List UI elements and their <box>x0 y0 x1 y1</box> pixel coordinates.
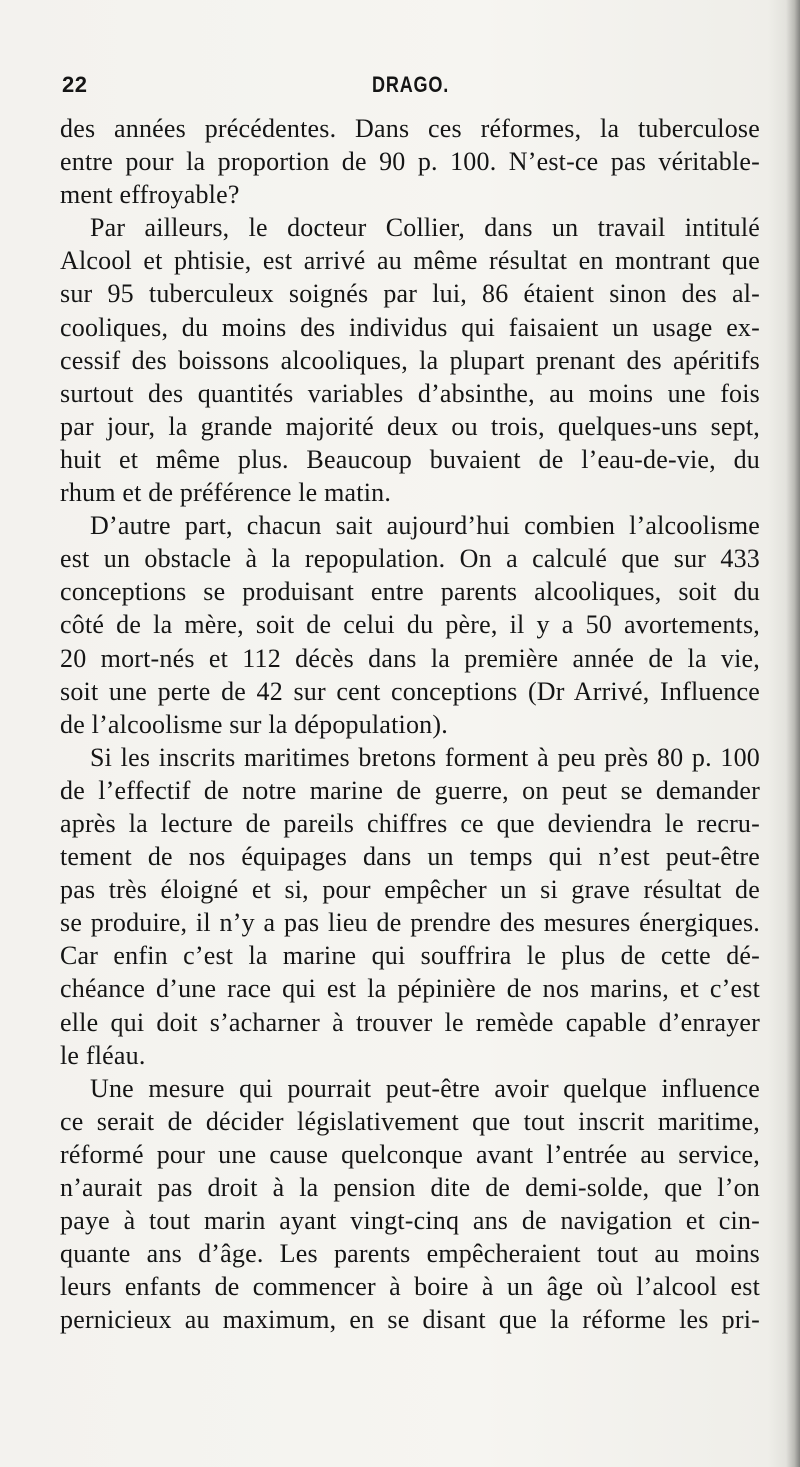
body-text <box>60 112 760 1336</box>
text-line: de l’effectif de notre marine de guerre, on peut se demander <box>60 775 760 805</box>
text-line: réformé pour une cause quelconque avant l’entrée au service, <box>60 1139 760 1169</box>
text-line: elle qui doit s’acharner à trouver le remède capable d’enrayer <box>60 1007 760 1037</box>
text-line: leurs enfants de commencer à boire à un âge où l’alcool est <box>60 1272 760 1302</box>
text-line: rhum et de préférence le matin. <box>60 478 392 508</box>
text-line: des années précédentes. Dans ces réformes, la tuberculose <box>60 114 760 143</box>
text-line: Car enfin c’est la marine qui souffrira le plus de cette dé- <box>60 941 760 971</box>
text-line: ment effroyable? <box>60 180 240 210</box>
text-line: chéance d’une race qui est la pépinière de nos marins, et c’est <box>60 974 760 1004</box>
text-line: le fléau. <box>60 1040 146 1070</box>
text-line: après la lecture de pareils chiffres ce que deviendra le recru- <box>60 808 760 838</box>
text-line: 20 mort-nés et 112 décès dans la première année de la vie, <box>60 643 760 673</box>
text-line: huit et même plus. Beaucoup buvaient de l’eau-de-vie, du <box>60 444 760 474</box>
text-line: conceptions se produisant entre parents alcooliques, soit du <box>60 577 760 607</box>
text-line: côté de la mère, soit de celui du père, il y a 50 avortements, <box>60 610 760 640</box>
text-line: est un obstacle à la repopulation. On a calculé que sur 433 <box>60 544 760 574</box>
page-number: 22 <box>62 72 88 97</box>
text-line: entre pour la proportion de 90 p. 100. N’est-ce pas véritable- <box>60 147 760 177</box>
text-line: tement de nos équipages dans un temps qui n’est peut-être <box>60 842 760 872</box>
page-edge-shadow <box>786 0 800 1467</box>
text-line: ce serait de décider législativement que tout inscrit maritime, <box>60 1106 760 1136</box>
text-line: Si les inscrits maritimes bretons forment à peu près 80 p. 100 <box>90 742 760 772</box>
running-title: DRAGO. <box>372 72 450 97</box>
text-line: par jour, la grande majorité deux ou trois, quelques-uns sept, <box>60 411 760 441</box>
text-line: quante ans d’âge. Les parents empêcheraient tout au moins <box>60 1239 760 1269</box>
text-line: se produire, il n’y a pas lieu de prendre des mesures énergiques. <box>60 908 760 938</box>
text-line: Par ailleurs, le docteur Collier, dans un travail intitulé <box>90 213 760 243</box>
text-line: pas très éloigné et si, pour empêcher un si grave résultat de <box>60 875 760 905</box>
text-line: D’autre part, chacun sait aujourd’hui combien l’alcoolisme <box>90 511 760 541</box>
text-line: cooliques, du moins des individus qui faisaient un usage ex- <box>60 312 760 342</box>
text-line: soit une perte de 42 sur cent conceptions (Dr Arrivé, Influence <box>60 676 760 706</box>
text-line: sur 95 tuberculeux soignés par lui, 86 étaient sinon des al- <box>60 279 760 309</box>
text-line: Une mesure qui pourrait peut-être avoir quelque influence <box>90 1073 760 1103</box>
page-header <box>62 72 760 104</box>
text-line: Alcool et phtisie, est arrivé au même résultat en montrant que <box>60 246 760 276</box>
text-line: paye à tout marin ayant vingt-cinq ans de navigation et cin- <box>60 1206 760 1236</box>
text-line: n’aurait pas droit à la pension dite de demi-solde, que l’on <box>60 1173 760 1202</box>
text-line: surtout des quantités variables d’absinthe, au moins une fois <box>60 378 760 408</box>
text-line: cessif des boissons alcooliques, la plupart prenant des apéritifs <box>60 345 760 375</box>
text-line: de l’alcoolisme sur la dépopulation). <box>60 709 448 739</box>
text-line: pernicieux au maximum, en se disant que la réforme les pri- <box>60 1305 760 1335</box>
